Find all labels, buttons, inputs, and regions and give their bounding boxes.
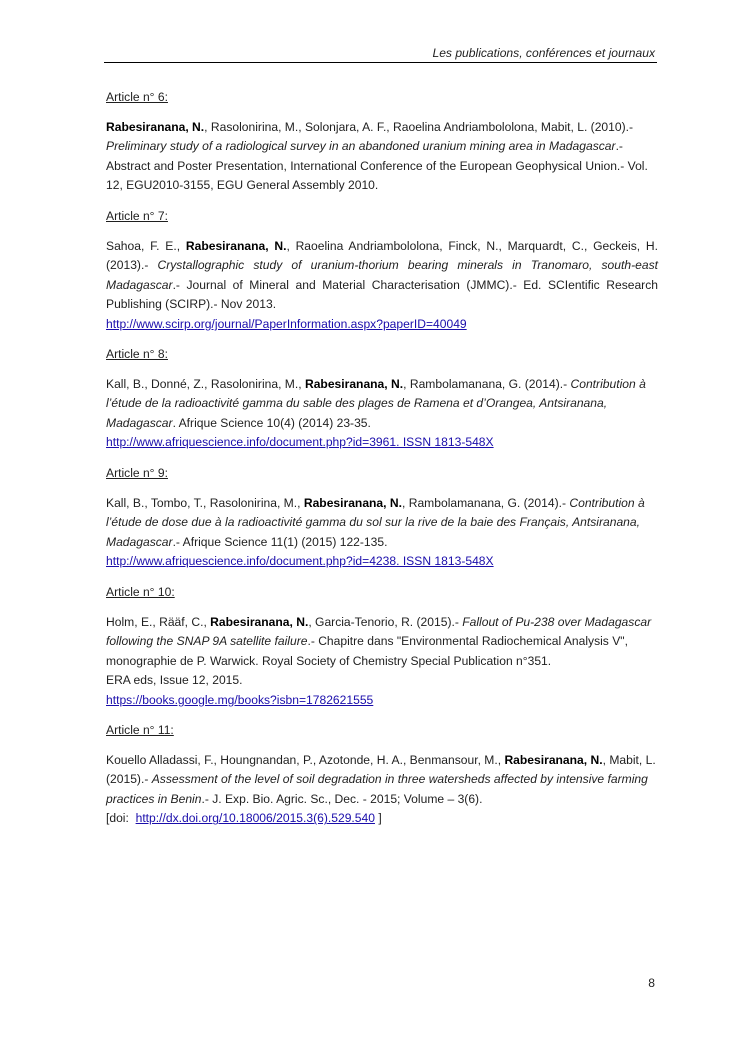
article-7-link[interactable]: http://www.scirp.org/journal/PaperInformation.aspx?paperID=40049	[106, 316, 467, 331]
article-9-authors-before: Kall, B., Tombo, T., Rasolonirina, M.,	[106, 495, 304, 510]
article-10-heading: Article n° 10:	[106, 585, 175, 599]
article-6-authors: , Rasolonirina, M., Solonjara, A. F., Raoelina Andriambololona, Mabit, L. (2010).-	[204, 119, 634, 134]
article-8-authors-after: , Rambolamanana, G. (2014).-	[403, 376, 571, 391]
article-6	[106, 88, 658, 196]
page-header-title: Les publications, conférences et journaux	[432, 46, 655, 60]
article-9	[106, 464, 658, 572]
article-7-details: .- Journal of Mineral and Material Characterisation (JMMC).- Ed. SCIentific Research Publishing (SCIRP).- Nov 2013.	[106, 277, 658, 312]
article-11-authors-before: Kouello Alladassi, F., Houngnandan, P., Azotonde, H. A., Benmansour, M.,	[106, 752, 505, 767]
article-9-heading: Article n° 9:	[106, 466, 168, 480]
article-7-authors-before: Sahoa, F. E.,	[106, 238, 186, 253]
article-11-doi-prefix: [doi:	[106, 811, 136, 826]
article-10-citation	[106, 613, 658, 672]
article-7-main-author: Rabesiranana, N.	[185, 238, 287, 253]
article-10-authors-before: Holm, E., Rääf, C.,	[106, 614, 211, 629]
article-11-details: .- J. Exp. Bio. Agric. Sc., Dec. - 2015; Volume – 3(6).	[201, 791, 483, 806]
article-11-citation	[106, 751, 658, 810]
article-10-details: .- Chapitre dans "Environmental Radiochemical Analysis V", monographie de P. Warwick. Royal Society of Chemistry Special Publication n°351.	[106, 634, 628, 668]
article-8	[106, 345, 658, 453]
article-7	[106, 207, 658, 335]
article-6-title: Preliminary study of a radiological survey in an abandoned uranium mining area in Madagascar	[106, 139, 616, 154]
article-7-citation	[106, 237, 658, 315]
article-7-title: Crystallographic study of uranium-thorium bearing minerals in Tranomaro, south-east Madagascar	[106, 258, 658, 292]
article-8-authors-before: Kall, B., Donné, Z., Rasolonirina, M.,	[106, 376, 305, 391]
article-10-authors-after: , Garcia-Tenorio, R. (2015).-	[308, 614, 463, 629]
article-11-heading: Article n° 11:	[106, 723, 174, 737]
article-6-details: .- Abstract and Poster Presentation, International Conference of the European Geophysical Union.- Vol. 12, EGU2010-3155, EGU General Assembly 2010.	[106, 139, 648, 193]
page-number: 8	[648, 976, 655, 990]
header-divider	[104, 62, 657, 63]
article-6-citation	[106, 118, 658, 196]
article-8-link[interactable]: http://www.afriquescience.info/document.php?id=3961. ISSN 1813-548X	[106, 435, 494, 450]
article-10-details-2: ERA eds, Issue 12, 2015.	[106, 673, 243, 688]
article-10-link[interactable]: https://books.google.mg/books?isbn=1782621555	[106, 692, 374, 707]
article-7-heading: Article n° 7:	[106, 209, 168, 223]
article-8-title: Contribution à l’étude de la radioactivité gamma du sable des plages de Ramena et d’Orangea, Antsiranana, Madagascar	[106, 376, 646, 430]
article-11-doi-suffix: ]	[374, 811, 382, 826]
article-7-authors-after: , Raoelina Andriambololona, Finck, N., Marquardt, C., Geckeis, H. (2013).-	[106, 238, 659, 273]
article-9-main-author: Rabesiranana, N.	[303, 495, 402, 510]
article-9-citation	[106, 494, 658, 553]
article-9-link[interactable]: http://www.afriquescience.info/document.php?id=4238. ISSN 1813-548X	[106, 554, 494, 569]
article-11	[106, 721, 658, 829]
article-8-main-author: Rabesiranana, N.	[304, 376, 404, 391]
article-8-heading: Article n° 8:	[106, 347, 168, 361]
article-11-title: Assessment of the level of soil degradation in three watersheds affected by intensive farming practices in Benin	[106, 772, 648, 806]
article-11-authors-after: , Mabit, L. (2015).-	[106, 752, 656, 787]
article-8-citation	[106, 375, 658, 434]
article-11-main-author: Rabesiranana, N.	[504, 752, 603, 767]
article-10-main-author: Rabesiranana, N.	[210, 614, 309, 629]
article-9-authors-after: , Rambolamanana, G. (2014).-	[401, 495, 570, 510]
article-10	[106, 583, 658, 711]
article-11-doi-link[interactable]: http://dx.doi.org/10.18006/2015.3(6).529.540	[135, 811, 375, 826]
article-11-doi	[106, 809, 658, 829]
article-6-heading: Article n° 6:	[106, 90, 168, 104]
article-10-title: Fallout of Pu-238 over Madagascar following the SNAP 9A satellite failure	[106, 614, 652, 649]
article-8-details: . Afrique Science 10(4) (2014) 23-35.	[172, 415, 371, 430]
article-6-main-author: Rabesiranana, N.	[106, 119, 205, 134]
article-9-details: .- Afrique Science 11(1) (2015) 122-135.	[172, 534, 388, 549]
article-9-title: Contribution à l’étude de dose due à la radioactivité gamma du sol sur la rive de la baie des Français, Antsiranana, Madagascar	[106, 495, 645, 549]
